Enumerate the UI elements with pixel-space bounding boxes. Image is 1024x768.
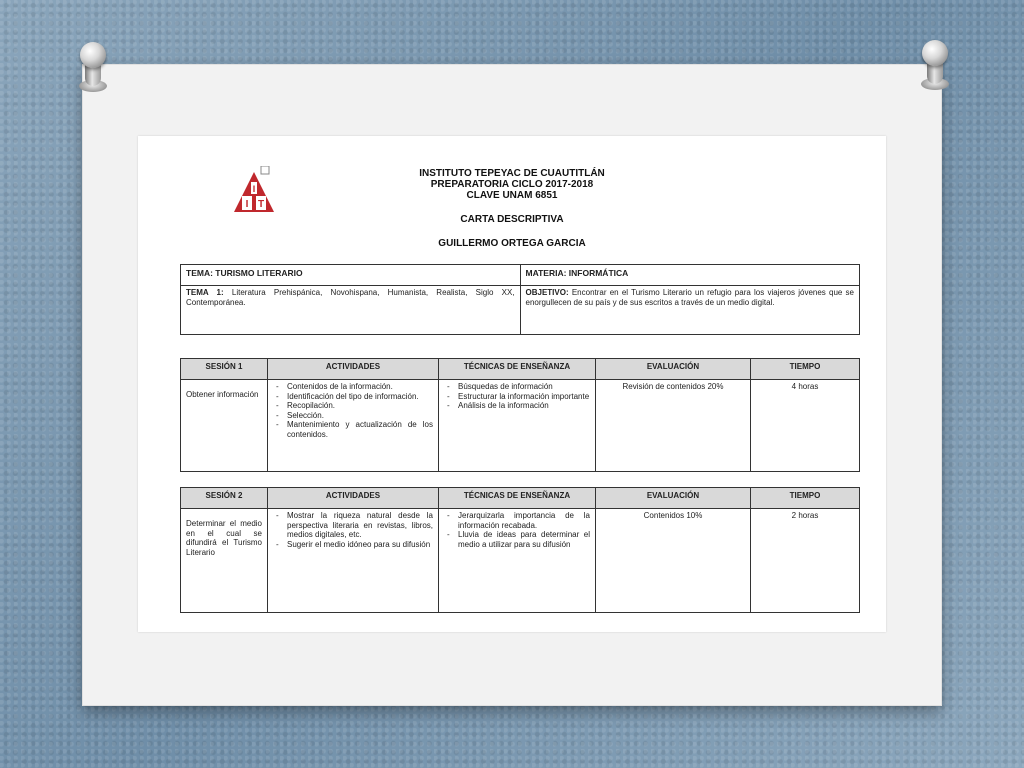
document-page: [138, 136, 886, 632]
header-techniques: TÉCNICAS DE ENSEÑANZA: [439, 488, 596, 509]
objetivo-text: Encontrar en el Turismo Literario un refugio para los viajeros jóvenes que se enorgullecen de su país y de sus escritos a través de un medio digital.: [525, 288, 854, 307]
tema1-prefix: TEMA 1:: [186, 288, 224, 297]
header-time: TIEMPO: [751, 359, 860, 380]
evaluation-cell: Revisión de contenidos 20%: [596, 380, 751, 472]
list-item: - Lluvia de ideas para determinar el medio a utilizar para su difusión: [444, 530, 590, 549]
info-table: [180, 264, 860, 335]
header-session: SESIÓN 1: [181, 359, 268, 380]
techniques-cell: [439, 380, 596, 472]
session-name: Obtener información: [181, 380, 268, 472]
header-activities: ACTIVIDADES: [268, 488, 439, 509]
list-item: - Sugerir el medio idóneo para su difusión: [273, 540, 433, 550]
objetivo-cell: [520, 286, 860, 335]
header-session: SESIÓN 2: [181, 488, 268, 509]
pushpin-icon: [918, 40, 952, 90]
list-item: - Contenidos de la información.: [273, 382, 433, 392]
header-evaluation: EVALUACIÓN: [596, 359, 751, 380]
list-item: - Mantenimiento y actualización de los contenidos.: [273, 420, 433, 439]
session-name: Determinar el medio en el cual se difundirá el Turismo Literario: [181, 509, 268, 613]
document-title: CARTA DESCRIPTIVA: [460, 214, 564, 225]
activities-cell: [268, 509, 439, 613]
pushpin-icon: [76, 42, 110, 92]
list-item: - Selección.: [273, 411, 433, 421]
tema-label: TEMA: TURISMO LITERARIO: [181, 265, 521, 286]
list-item: - Recopilación.: [273, 401, 433, 411]
time-cell: 2 horas: [751, 509, 860, 613]
tema1-text: Literatura Prehispánica, Novohispana, Humanista, Realista, Siglo XX, Contemporánea.: [186, 288, 515, 307]
time-cell: 4 horas: [751, 380, 860, 472]
list-item: - Identificación del tipo de información.: [273, 392, 433, 402]
author-name: GUILLERMO ORTEGA GARCIA: [438, 238, 586, 249]
unam-key: CLAVE UNAM 6851: [466, 190, 558, 201]
svg-text:I: I: [252, 184, 256, 194]
materia-label: MATERIA: INFORMÁTICA: [520, 265, 860, 286]
svg-text:I: I: [245, 199, 249, 210]
header-activities: ACTIVIDADES: [268, 359, 439, 380]
session-1-table: [180, 358, 860, 472]
list-item: - Mostrar la riqueza natural desde la perspectiva literaria en revistas, libros, medios digitales, etc.: [273, 511, 433, 540]
list-item: - Búsquedas de información: [444, 382, 590, 392]
header-evaluation: EVALUACIÓN: [596, 488, 751, 509]
header-time: TIEMPO: [751, 488, 860, 509]
activities-cell: [268, 380, 439, 472]
institute-name: INSTITUTO TEPEYAC DE CUAUTITLÁN: [419, 168, 605, 179]
school-cycle: PREPARATORIA CICLO 2017-2018: [430, 179, 594, 190]
list-item: - Análisis de la información: [444, 401, 590, 411]
techniques-cell: [439, 509, 596, 613]
evaluation-cell: Contenidos 10%: [596, 509, 751, 613]
objetivo-prefix: OBJETIVO:: [525, 288, 569, 297]
session-2-table: [180, 487, 860, 613]
tema1-cell: [181, 286, 521, 335]
list-item: - Estructurar la información importante: [444, 392, 590, 402]
list-item: - Jerarquizarla importancia de la información recabada.: [444, 511, 590, 530]
svg-text:T: T: [257, 199, 265, 210]
header-techniques: TÉCNICAS DE ENSEÑANZA: [439, 359, 596, 380]
